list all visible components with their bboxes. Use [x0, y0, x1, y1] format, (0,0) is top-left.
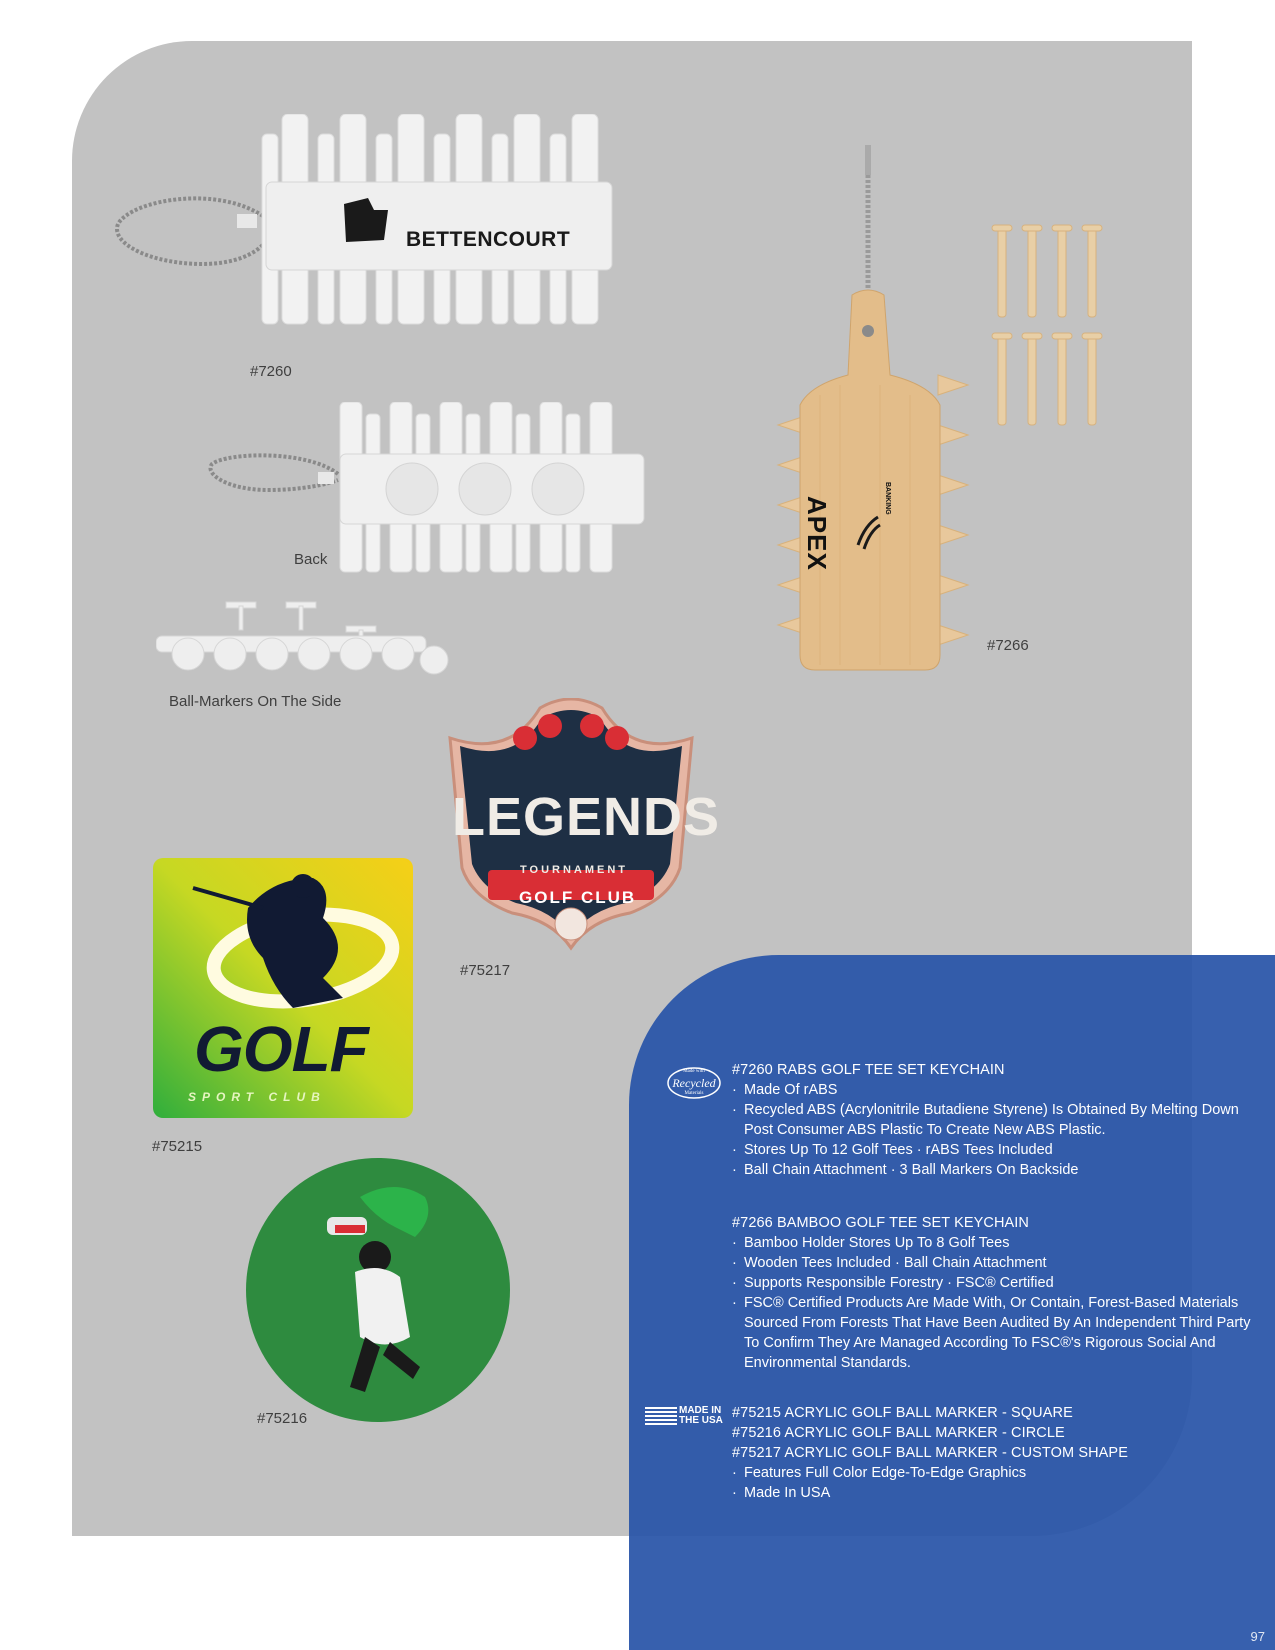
legends-tournament-text: TOURNAMENT — [520, 864, 629, 876]
caption-75217: #75217 — [460, 962, 511, 979]
recycled-badge-bottom-text: Materials — [684, 1091, 704, 1096]
recycled-badge-text: Recycled — [672, 1076, 716, 1090]
caption-side: Ball-Markers On The Side — [169, 693, 342, 710]
product-7260-front-image — [112, 114, 652, 344]
info-block-7266 — [732, 1213, 1252, 1373]
list-item: · Bamboo Holder Stores Up To 8 Golf Tees — [732, 1233, 1252, 1253]
info-75217-title: #75217 ACRYLIC GOLF BALL MARKER - CUSTOM SHAPE — [732, 1445, 1128, 1461]
usa-badge-line1: MADE IN — [679, 1405, 722, 1416]
us-flag-icon — [645, 1407, 677, 1425]
info-block-ball-markers — [732, 1403, 1252, 1503]
caption-75216: #75216 — [257, 1410, 308, 1427]
product-7266-bamboo-image — [770, 145, 1110, 675]
list-item: · Wooden Tees Included · Ball Chain Attachment — [732, 1253, 1252, 1273]
list-item: · Features Full Color Edge-To-Edge Graphics — [732, 1463, 1252, 1483]
caption-75215: #75215 — [152, 1138, 203, 1155]
legends-golf-club-text: GOLF CLUB — [519, 888, 637, 907]
list-item: · FSC® Certified Products Are Made With, Or Contain, Forest-Based Materials Sourced From Forests That Have Been Audited By An Independent Third Party To Confirm They Are Managed According To FSC®'s Rigorous Social And Environmental Standards. — [732, 1293, 1252, 1373]
info-7260-list — [732, 1080, 1252, 1180]
recycled-badge-top-text: Made with — [683, 1069, 705, 1074]
info-7260-title: #7260 RABS GOLF TEE SET KEYCHAIN — [732, 1062, 1005, 1078]
info-ball-markers-list — [732, 1463, 1252, 1503]
product-7260-side-image — [156, 600, 456, 680]
info-75216-title: #75216 ACRYLIC GOLF BALL MARKER - CIRCLE — [732, 1425, 1065, 1441]
list-item: · Stores Up To 12 Golf Tees · rABS Tees Included — [732, 1140, 1252, 1160]
usa-badge-line2: THE USA — [679, 1415, 723, 1426]
caption-7266: #7266 — [987, 637, 1029, 654]
legends-logo-text: LEGENDS — [452, 787, 721, 847]
caption-7260: #7260 — [250, 363, 292, 380]
recycled-materials-badge — [666, 1066, 722, 1100]
info-75215-title: #75215 ACRYLIC GOLF BALL MARKER - SQUARE — [732, 1405, 1073, 1421]
golf-logo-text: GOLF — [194, 1013, 368, 1085]
info-block-7260 — [732, 1060, 1252, 1180]
product-7260-back-image — [208, 402, 648, 577]
page-number: 97 — [1250, 1629, 1265, 1644]
list-item: · Recycled ABS (Acrylonitrile Butadiene Styrene) Is Obtained By Melting Down Post Consumer ABS Plastic To Create New ABS Plastic. — [732, 1100, 1252, 1140]
info-7266-list — [732, 1233, 1252, 1373]
list-item: · Ball Chain Attachment · 3 Ball Markers On Backside — [732, 1160, 1252, 1180]
caption-back: Back — [294, 551, 328, 568]
bettencourt-logo-text: BETTENCOURT — [406, 228, 571, 251]
apex-logo-subtext: BANKING — [884, 482, 891, 515]
list-item: · Supports Responsible Forestry · FSC® Certified — [732, 1273, 1252, 1293]
product-75216-circle-image — [245, 1157, 511, 1423]
info-7266-title: #7266 BAMBOO GOLF TEE SET KEYCHAIN — [732, 1215, 1029, 1231]
apex-logo-text: APEX — [802, 496, 832, 571]
list-item: · Made In USA — [732, 1483, 1252, 1503]
golf-sport-club-text: SPORT CLUB — [188, 1090, 326, 1104]
list-item: · Made Of rABS — [732, 1080, 1252, 1100]
made-in-usa-badge — [645, 1405, 725, 1427]
